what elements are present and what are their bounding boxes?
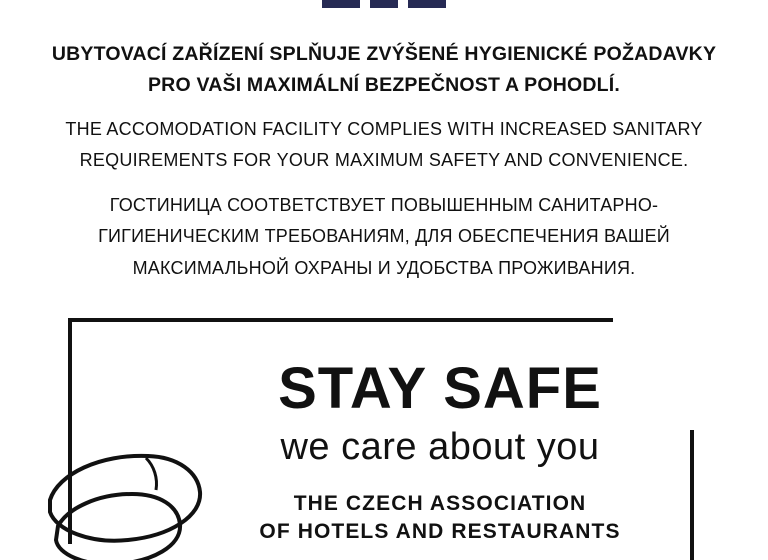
- statement-russian-line-1: ГОСТИНИЦА СООТВЕТСТВУЕТ ПОВЫШЕННЫМ САНИТАРНО-: [109, 195, 659, 215]
- logo-notch-right: [398, 0, 408, 8]
- logo-notch-left: [360, 0, 370, 8]
- statement-russian-line-3: МАКСИМАЛЬНОЙ ОХРАНЫ И УДОБСТВА ПРОЖИВАНИЯ.: [132, 257, 636, 278]
- logo-band: [0, 0, 768, 8]
- association-line-2: OF HOTELS AND RESTAURANTS: [259, 519, 621, 543]
- headline-main: STAY SAFE: [278, 356, 602, 421]
- frame-line-horizontal: [68, 318, 613, 322]
- statement-czech-line-1: UBYTOVACÍ ZAŘÍZENÍ SPLŇUJE ZVÝŠENÉ HYGIENICKÉ POŽADAVKY: [51, 43, 717, 65]
- frame-bracket-right: [690, 430, 694, 560]
- association-name: [190, 490, 690, 545]
- statement-english: [0, 118, 768, 173]
- statement-russian-line-2: ГИГИЕНИЧЕСКИМ ТРЕБОВАНИЯМ, ДЛЯ ОБЕСПЕЧЕНИЯ ВАШЕЙ: [98, 226, 670, 247]
- headline-group: [190, 356, 690, 470]
- statement-english-line-1: THE ACCOMODATION FACILITY COMPLIES WITH INCREASED SANITARY: [65, 119, 703, 139]
- statement-english-line-2: REQUIREMENTS FOR YOUR MAXIMUM SAFETY AND CONVENIENCE.: [79, 150, 689, 171]
- statement-russian: [0, 194, 768, 280]
- cah-logo-icon: [322, 0, 446, 8]
- association-line-1: THE CZECH ASSOCIATION: [293, 492, 587, 515]
- headline-sub: we care about you: [280, 426, 600, 468]
- statement-czech-line-2: PRO VAŠI MAXIMÁLNÍ BEZPEČNOST A POHODLÍ.: [147, 74, 621, 97]
- statement-czech: [0, 42, 768, 99]
